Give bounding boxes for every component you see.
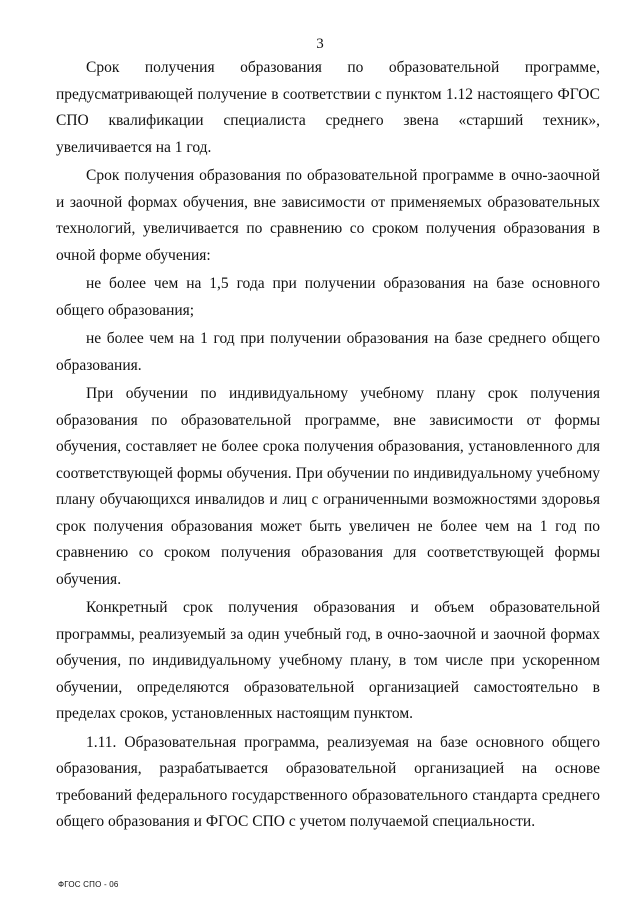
paragraph-basic-general-base: не более чем на 1,5 года при получении образования на базе основного общего образования; bbox=[56, 275, 600, 319]
paragraph-individual-plan: При обучении по индивидуальному учебному плану срок получения образования по образовательной программе, вне зависимости от формы обучения, составляет не более срока получения образования, установленного для соответствующей формы обучения. При обучении по индивидуальному учебному плану обучающихся инвалидов и лиц с ограниченными возможностями здоровья срок получения образования может быть увеличен не более чем на 1 год по сравнению со сроком получения образования для соответствующей формы обучения. bbox=[56, 385, 600, 588]
document-footer-code: ФГОС СПО - 06 bbox=[58, 880, 119, 889]
paragraph-part-time-term: Срок получения образования по образовательной программе в очно-заочной и заочной формах обучения, вне зависимости от применяемых образовательных технологий, увеличивается по сравнению со сроком получения образования в очной форме обучения: bbox=[56, 167, 600, 264]
paragraph-section-1-11: 1.11. Образовательная программа, реализуемая на базе основного общего образования, разрабатывается образовательной организацией на основе требований федерального государственного образовательного стандарта среднего общего образования и ФГОС СПО с учетом получаемой специальности. bbox=[56, 733, 600, 830]
document-body bbox=[56, 55, 600, 838]
paragraph-secondary-general-base: не более чем на 1 год при получении образования на базе среднего общего образования. bbox=[56, 330, 600, 374]
paragraph-specific-term: Конкретный срок получения образования и объем образовательной программы, реализуемый за один учебный год, в очно-заочной и заочной формах обучения, по индивидуальному учебному плану, в том числе при ускоренном обучении, определяются образовательной организацией самостоятельно в пределах сроков, установленных настоящим пунктом. bbox=[56, 599, 600, 722]
page-number: 3 bbox=[316, 36, 324, 52]
paragraph-term-extension-senior-technician: Срок получения образования по образовательной программе, предусматривающей получение в соответствии с пунктом 1.12 настоящего ФГОС СПО квалификации специалиста среднего звена «старший техник», увеличивается на 1 год. bbox=[56, 59, 600, 156]
